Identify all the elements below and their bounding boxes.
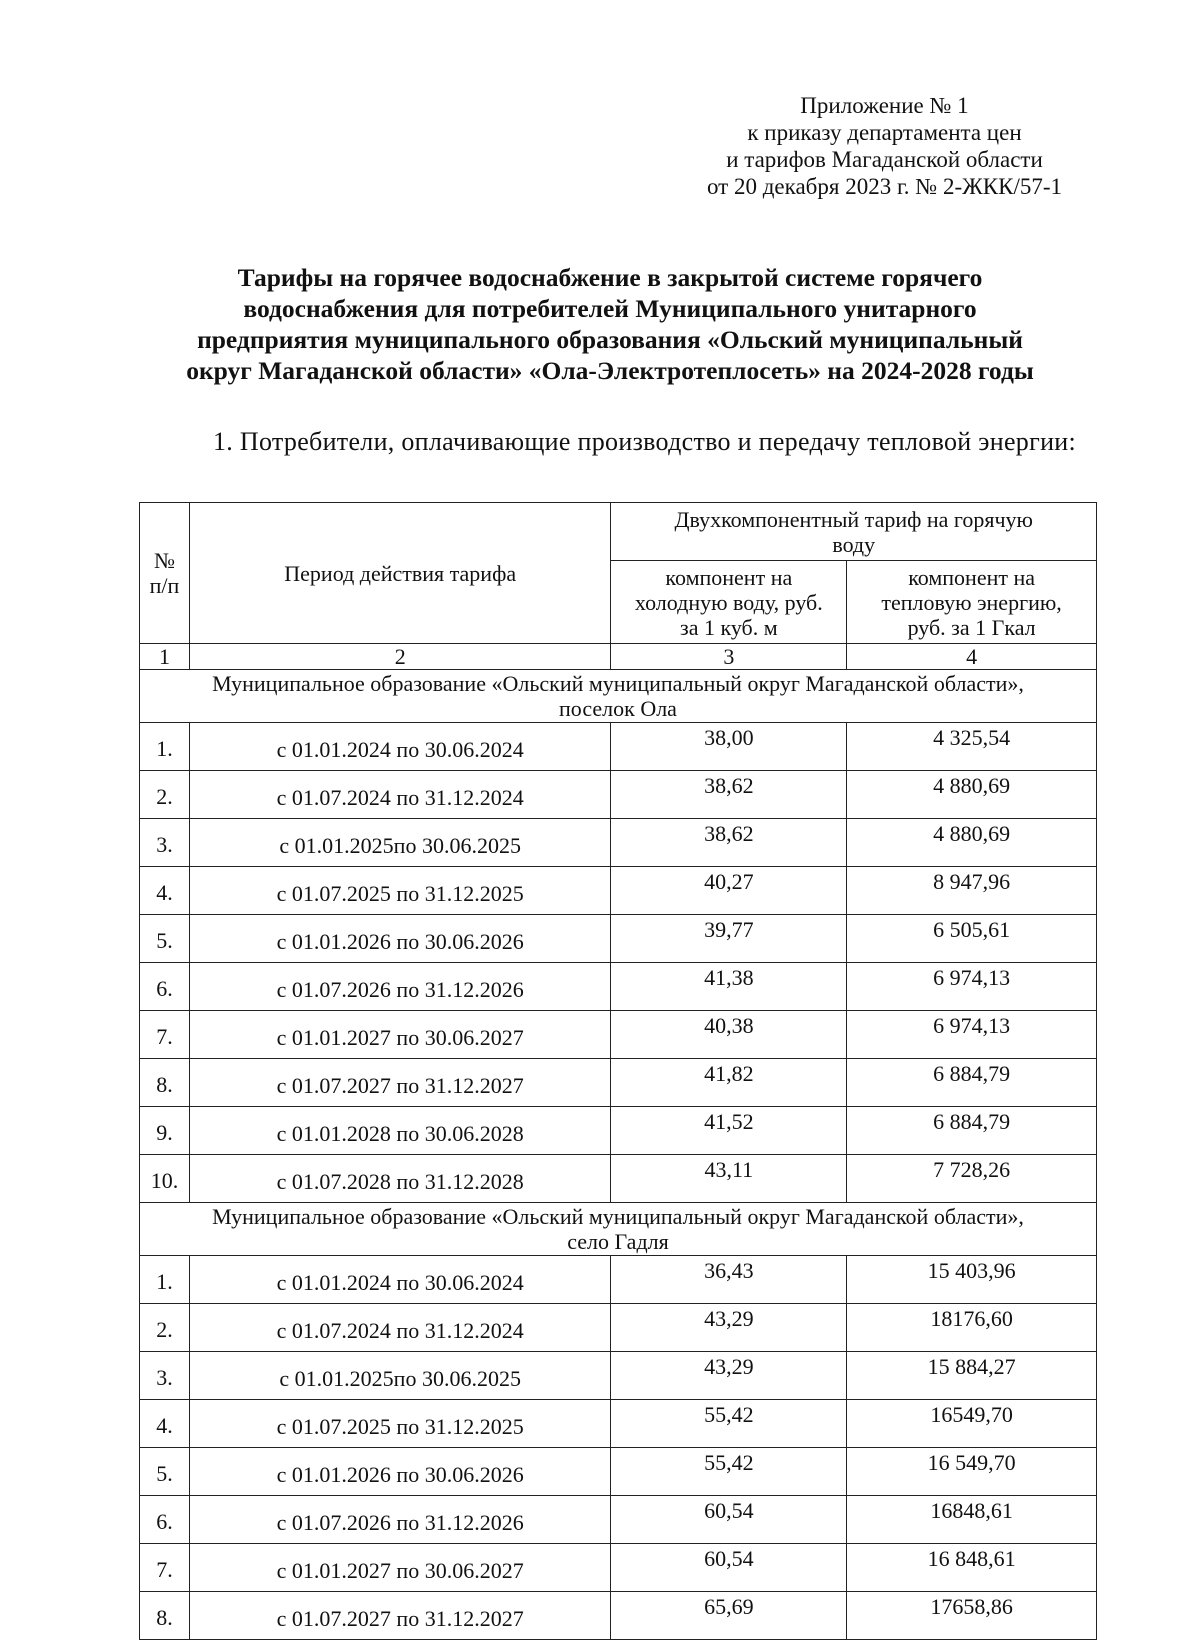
section-title-line: село Гадля [567, 1229, 669, 1254]
row-heat-energy-value: 4 880,69 [847, 819, 1097, 867]
appendix-line: и тарифов Магаданской области [726, 147, 1043, 172]
row-period: с 01.01.2024 по 30.06.2024 [189, 723, 611, 771]
row-period: с 01.01.2026 по 30.06.2026 [189, 915, 611, 963]
table-row [140, 1256, 1097, 1304]
header-period: Период действия тарифа [189, 503, 611, 644]
row-cold-water-value: 41,52 [611, 1107, 847, 1155]
row-number: 4. [140, 867, 190, 915]
row-number: 9. [140, 1107, 190, 1155]
section-header-row [140, 670, 1097, 723]
row-cold-water-value: 43,29 [611, 1352, 847, 1400]
section-header-row [140, 1203, 1097, 1256]
title-line: Тарифы на горячее водоснабжение в закрытой системе горячего [237, 263, 983, 292]
title-line: округ Магаданской области» «Ола-Электротеплосеть» на 2024-2028 годы [186, 356, 1034, 385]
row-number: 5. [140, 915, 190, 963]
column-number: 1 [140, 644, 190, 670]
row-period: с 01.07.2026 по 31.12.2026 [189, 1496, 611, 1544]
column-number: 3 [611, 644, 847, 670]
row-number: 7. [140, 1544, 190, 1592]
table-row [140, 1592, 1097, 1640]
header-heat-energy-line: компонент на [908, 564, 1036, 590]
row-heat-energy-value: 17658,86 [847, 1592, 1097, 1640]
row-heat-energy-value: 18176,60 [847, 1304, 1097, 1352]
row-heat-energy-value: 6 505,61 [847, 915, 1097, 963]
row-cold-water-value: 40,27 [611, 867, 847, 915]
row-period: с 01.01.2027 по 30.06.2027 [189, 1544, 611, 1592]
table-row [140, 771, 1097, 819]
table-row [140, 915, 1097, 963]
appendix-reference [707, 92, 1062, 200]
row-number: 2. [140, 771, 190, 819]
row-cold-water-value: 41,38 [611, 963, 847, 1011]
section-title-line: поселок Ола [559, 696, 677, 721]
table-row [140, 723, 1097, 771]
document-title [130, 262, 1090, 386]
row-cold-water-value: 38,62 [611, 819, 847, 867]
appendix-line: Приложение № 1 [800, 93, 969, 118]
table-row [140, 1352, 1097, 1400]
row-cold-water-value: 38,00 [611, 723, 847, 771]
row-cold-water-value: 43,29 [611, 1304, 847, 1352]
intro-paragraph: 1. Потребители, оплачивающие производство и передачу тепловой энергии: [213, 427, 1077, 456]
header-heat-energy [847, 561, 1097, 644]
row-cold-water-value: 60,54 [611, 1544, 847, 1592]
row-number: 5. [140, 1448, 190, 1496]
header-number [140, 503, 190, 644]
row-period: с 01.01.2025по 30.06.2025 [189, 819, 611, 867]
row-number: 6. [140, 1496, 190, 1544]
header-tariff-group-line: воду [832, 531, 876, 557]
column-number: 4 [847, 644, 1097, 670]
tariff-table [139, 502, 1097, 1640]
row-number: 7. [140, 1011, 190, 1059]
row-heat-energy-value: 6 974,13 [847, 963, 1097, 1011]
row-cold-water-value: 43,11 [611, 1155, 847, 1203]
row-heat-energy-value: 16 848,61 [847, 1544, 1097, 1592]
row-number: 8. [140, 1059, 190, 1107]
row-period: с 01.07.2024 по 31.12.2024 [189, 771, 611, 819]
header-cold-water-line: компонент на [665, 564, 793, 590]
table-row [140, 963, 1097, 1011]
row-cold-water-value: 55,42 [611, 1400, 847, 1448]
row-number: 1. [140, 723, 190, 771]
section-title [140, 670, 1097, 723]
section-title-line: Муниципальное образование «Ольский муниципальный округ Магаданской области», [212, 1204, 1024, 1229]
table-row [140, 1400, 1097, 1448]
table-row [140, 867, 1097, 915]
row-period: с 01.07.2025 по 31.12.2025 [189, 867, 611, 915]
row-period: с 01.01.2025по 30.06.2025 [189, 1352, 611, 1400]
row-cold-water-value: 65,69 [611, 1592, 847, 1640]
header-number-line: № [153, 548, 175, 573]
row-period: с 01.07.2028 по 31.12.2028 [189, 1155, 611, 1203]
header-heat-energy-line: руб. за 1 Гкал [907, 614, 1036, 640]
header-cold-water-line: за 1 куб. м [680, 614, 778, 640]
row-heat-energy-value: 6 884,79 [847, 1059, 1097, 1107]
table-row [140, 1544, 1097, 1592]
row-period: с 01.07.2027 по 31.12.2027 [189, 1059, 611, 1107]
row-number: 10. [140, 1155, 190, 1203]
table-row [140, 1448, 1097, 1496]
header-cold-water-line: холодную воду, руб. [634, 589, 823, 615]
row-number: 1. [140, 1256, 190, 1304]
table-row [140, 819, 1097, 867]
table-row [140, 1011, 1097, 1059]
row-period: с 01.07.2024 по 31.12.2024 [189, 1304, 611, 1352]
row-cold-water-value: 39,77 [611, 915, 847, 963]
table-row [140, 1496, 1097, 1544]
table-row [140, 1059, 1097, 1107]
row-period: с 01.01.2027 по 30.06.2027 [189, 1011, 611, 1059]
header-tariff-group-line: Двухкомпонентный тариф на горячую [674, 506, 1033, 532]
column-number-row [140, 644, 1097, 670]
row-heat-energy-value: 16549,70 [847, 1400, 1097, 1448]
row-heat-energy-value: 8 947,96 [847, 867, 1097, 915]
row-number: 6. [140, 963, 190, 1011]
row-heat-energy-value: 6 974,13 [847, 1011, 1097, 1059]
row-heat-energy-value: 16 549,70 [847, 1448, 1097, 1496]
header-cold-water [611, 561, 847, 644]
row-number: 4. [140, 1400, 190, 1448]
row-period: с 01.01.2028 по 30.06.2028 [189, 1107, 611, 1155]
row-heat-energy-value: 15 403,96 [847, 1256, 1097, 1304]
section-title-line: Муниципальное образование «Ольский муниципальный округ Магаданской области», [212, 671, 1024, 696]
header-heat-energy-line: тепловую энергию, [881, 589, 1062, 615]
row-number: 8. [140, 1592, 190, 1640]
row-period: с 01.07.2026 по 31.12.2026 [189, 963, 611, 1011]
table-row [140, 1155, 1097, 1203]
table-row [140, 1107, 1097, 1155]
title-line: водоснабжения для потребителей Муниципального унитарного [243, 294, 977, 323]
row-heat-energy-value: 6 884,79 [847, 1107, 1097, 1155]
row-cold-water-value: 40,38 [611, 1011, 847, 1059]
row-period: с 01.07.2027 по 31.12.2027 [189, 1592, 611, 1640]
row-cold-water-value: 55,42 [611, 1448, 847, 1496]
row-cold-water-value: 60,54 [611, 1496, 847, 1544]
row-cold-water-value: 36,43 [611, 1256, 847, 1304]
header-tariff-group [611, 503, 1097, 561]
column-number: 2 [189, 644, 611, 670]
appendix-line: к приказу департамента цен [747, 120, 1022, 145]
row-period: с 01.01.2024 по 30.06.2024 [189, 1256, 611, 1304]
row-heat-energy-value: 4 880,69 [847, 771, 1097, 819]
row-heat-energy-value: 16848,61 [847, 1496, 1097, 1544]
row-number: 2. [140, 1304, 190, 1352]
row-period: с 01.01.2026 по 30.06.2026 [189, 1448, 611, 1496]
section-title [140, 1203, 1097, 1256]
row-number: 3. [140, 819, 190, 867]
row-cold-water-value: 38,62 [611, 771, 847, 819]
row-heat-energy-value: 4 325,54 [847, 723, 1097, 771]
row-number: 3. [140, 1352, 190, 1400]
row-heat-energy-value: 7 728,26 [847, 1155, 1097, 1203]
header-number-line: п/п [149, 573, 180, 598]
row-period: с 01.07.2025 по 31.12.2025 [189, 1400, 611, 1448]
row-heat-energy-value: 15 884,27 [847, 1352, 1097, 1400]
title-line: предприятия муниципального образования «Ольский муниципальный [197, 325, 1023, 354]
appendix-line: от 20 декабря 2023 г. № 2-ЖКК/57-1 [706, 174, 1062, 199]
table-row [140, 1304, 1097, 1352]
row-cold-water-value: 41,82 [611, 1059, 847, 1107]
